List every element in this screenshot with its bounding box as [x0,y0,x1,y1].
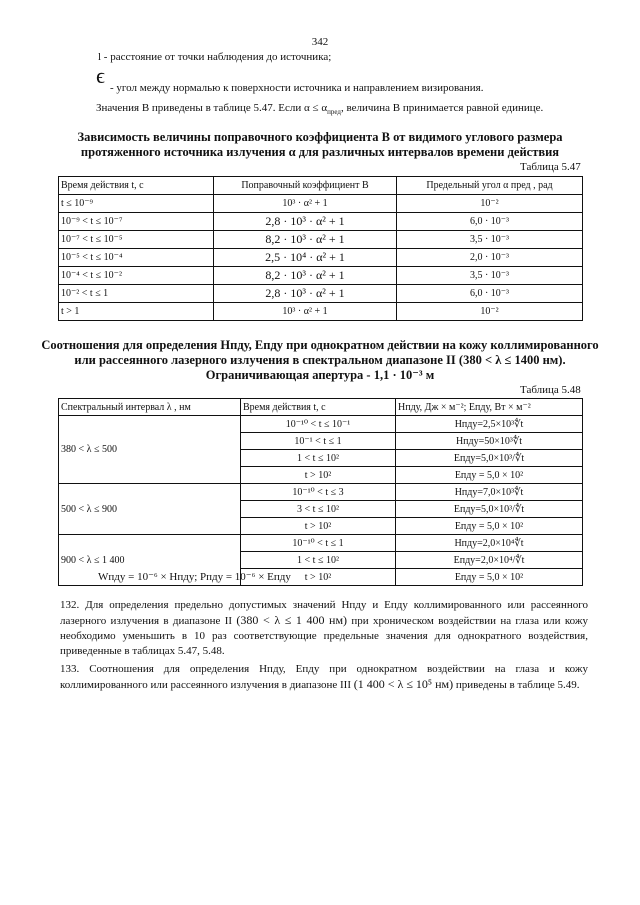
epsilon-definition: - угол между нормалью к поверхности источника и направлением визирования. [110,82,484,94]
table-cell: 10⁻⁷ < t ≤ 10⁻⁵ [59,231,214,249]
table-row [59,535,583,552]
table-cell: Eпду=5,0×10³/∜t [396,450,583,467]
table-cell: 10⁻² < t ≤ 1 [59,285,214,303]
table-5-47 [58,176,583,321]
table-row [59,416,583,433]
table-header-cell: Поправочный коэффициент B [214,177,397,195]
table-cell: t > 1 [59,303,214,321]
table-cell: 3 < t ≤ 10² [241,501,396,518]
table48-heading: Соотношения для определения Hпду, Eпду при однократном действии на кожу коллимированного или рассеянного лазерного излучения в спектральном диапазоне II (380 < λ ≤ 1400 нм). Ограничивающая апертура - 1,1 · 10⁻³ м [41,338,599,382]
table-row [59,285,583,303]
p132-text-a: 132. Для определения предельно допустимых значений Hпду и Eпду коллимированного или рассеянного лазерного излучения в диапазоне II [60,599,588,627]
b-values-post: , величина B принимается равной единице. [340,102,544,114]
table-cell: 3,5 · 10⁻³ [397,231,583,249]
table-cell: 10⁻² [397,303,583,321]
table-cell: t ≤ 10⁻⁹ [59,195,214,213]
table-cell: Eпду = 5,0 × 10² [396,569,583,586]
table-cell: Hпду=2,0×10⁴∜t [396,535,583,552]
table-cell: t > 10² [241,518,396,535]
table-cell: 6,0 · 10⁻³ [397,285,583,303]
table-cell: 8,2 · 10³ · α² + 1 [214,231,397,249]
table-row [59,303,583,321]
table-cell: Hпду=2,5×10³∜t [396,416,583,433]
b-alpha-sub: пред [327,108,341,117]
table-cell: 2,8 · 10³ · α² + 1 [214,213,397,231]
table-cell: 6,0 · 10⁻³ [397,213,583,231]
table-cell: 10³ · α² + 1 [214,195,397,213]
table-cell: 10⁻⁴ < t ≤ 10⁻² [59,267,214,285]
table48-footnote: Wпду = 10⁻⁶ × Hпду; Pпду = 10⁻⁶ × Eпду [98,571,291,583]
table-header-cell: Время действия t, с [59,177,214,195]
table-row [59,267,583,285]
paragraph-133 [60,662,588,693]
table-cell: 10³ · α² + 1 [214,303,397,321]
table47-caption: Таблица 5.47 [520,161,581,173]
page-number: 342 [311,36,329,48]
table-cell: Eпду = 5,0 × 10² [396,467,583,484]
epsilon-symbol: ϵ [96,63,105,88]
p132-text-b: при хроническом воздействии на глаза или кожу необходимо уменьшить в 10 раз соответствующие предельные значения для однократного воздействия, приведенные в таблицах 5.47, 5.48. [60,615,588,657]
table-cell: 10⁻¹ < t ≤ 1 [241,433,396,450]
table-cell: t > 10² [241,467,396,484]
table-cell: Eпду=2,0×10⁴/∜t [396,552,583,569]
table-cell: 10⁻² [397,195,583,213]
table-5-48 [58,398,583,586]
table-cell: 1 < t ≤ 10² [241,450,396,467]
interval-cell: 380 < λ ≤ 500 [59,416,241,484]
p133-formula: (1 400 < λ ≤ 10⁵ нм) [353,677,454,691]
table-row [59,231,583,249]
table-header-cell: Hпду, Дж × м⁻²; Eпду, Вт × м⁻² [396,399,583,416]
table-cell: 2,5 · 10⁴ · α² + 1 [214,249,397,267]
table-cell: Hпду=7,0×10³∜t [396,484,583,501]
table-cell: 10⁻¹⁰ < t ≤ 1 [241,535,396,552]
table-cell: 10⁻¹⁰ < t ≤ 10⁻¹ [241,416,396,433]
table-cell: 1 < t ≤ 10² [241,552,396,569]
paragraph-132 [60,598,588,659]
table-header-row [59,177,583,195]
l-definition: l - расстояние от точки наблюдения до источника; [98,51,332,63]
p133-text-a: 133. Соотношения для определения Hпду, Eпду при однократном воздействии на глаза и кожу коллимированного или рассеянного излучения в диапазоне III [60,663,588,691]
p133-text-b: приведены в таблице 5.49. [455,679,580,691]
table-row [59,213,583,231]
table-row [59,484,583,501]
table-cell: 8,2 · 10³ · α² + 1 [214,267,397,285]
table47-heading: Зависимость величины поправочного коэффициента B от видимого углового размера протяженного источника излучения α для различных интервалов времени действия [77,130,563,159]
b-alpha: α ≤ α [304,102,328,114]
table-cell: 2,8 · 10³ · α² + 1 [214,285,397,303]
interval-cell: 500 < λ ≤ 900 [59,484,241,535]
b-values-pre: Значения B приведены в таблице 5.47. Если [96,102,305,114]
table-header-cell: Предельный угол α пред , рад [397,177,583,195]
table-cell: 10⁻¹⁰ < t ≤ 3 [241,484,396,501]
table-row [59,195,583,213]
table-cell: 3,5 · 10⁻³ [397,267,583,285]
table-header-row [59,399,583,416]
table-cell: 2,0 · 10⁻³ [397,249,583,267]
table-row [59,249,583,267]
table-cell: Eпду = 5,0 × 10² [396,518,583,535]
table-header-cell: Спектральный интервал λ , нм [59,399,241,416]
table-cell: 10⁻⁵ < t ≤ 10⁻⁴ [59,249,214,267]
b-values-line [96,102,543,116]
table48-caption: Таблица 5.48 [520,384,581,396]
table-cell: t > 10² [241,569,396,586]
interval-cell: 900 < λ ≤ 1 400 [59,535,241,586]
table-cell: Eпду=5,0×10³/∜t [396,501,583,518]
table-header-cell: Время действия t, с [241,399,396,416]
table-cell: Hпду=50×10³∜t [396,433,583,450]
table-cell: 10⁻⁹ < t ≤ 10⁻⁷ [59,213,214,231]
p132-formula: (380 < λ ≤ 1 400 нм) [236,613,348,627]
